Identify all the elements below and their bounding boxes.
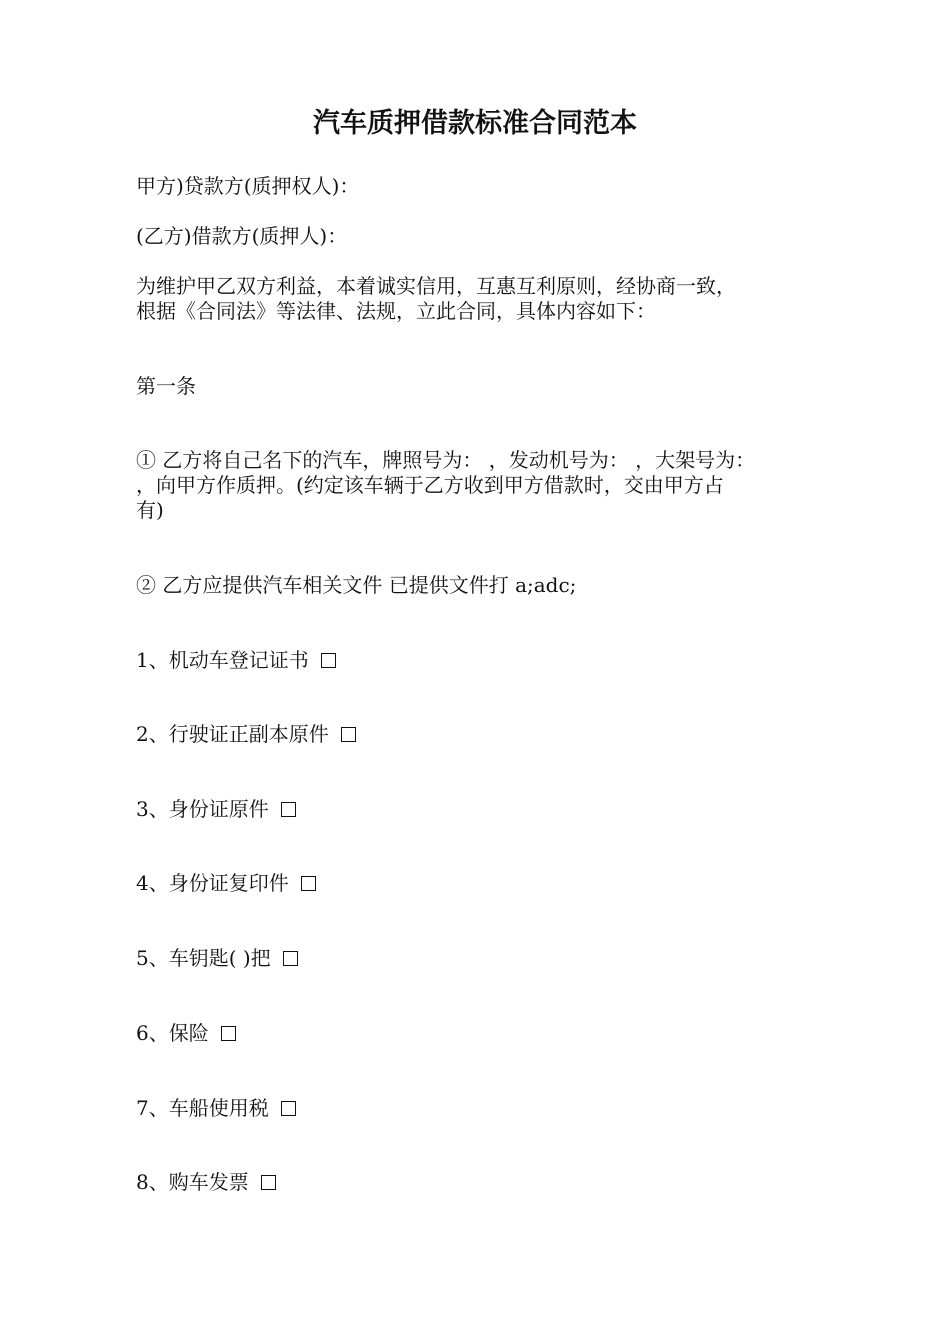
party-b-line: (乙方)借款方(质押人)： <box>136 224 348 248</box>
clause-1-line: ① 乙方将自己名下的汽车，牌照号为： ，发动机号为： ，大架号为： <box>136 448 756 472</box>
checkbox[interactable] <box>221 1026 236 1041</box>
document-item-label: 7、车船使用税 <box>136 1096 269 1120</box>
document-item <box>136 1170 836 1195</box>
checkbox[interactable] <box>283 951 298 966</box>
checkbox[interactable] <box>281 802 296 817</box>
document-item-label: 5、车钥匙( )把 <box>136 946 271 970</box>
checkbox[interactable] <box>261 1175 276 1190</box>
document-item <box>136 1021 836 1046</box>
document-item-label: 6、保险 <box>136 1021 209 1045</box>
document-item <box>136 946 836 971</box>
document-title: 汽车质押借款标准合同范本 <box>313 108 637 139</box>
clause-1-line: 有) <box>136 498 164 522</box>
intro-line: 为维护甲乙双方利益，本着诚实信用，互惠互利原则，经协商一致， <box>136 274 736 298</box>
document-item-label: 3、身份证原件 <box>136 797 269 821</box>
document-item <box>136 871 836 896</box>
checkbox[interactable] <box>301 876 316 891</box>
intro-paragraph <box>136 274 836 324</box>
document-item <box>136 797 836 822</box>
checkbox[interactable] <box>281 1101 296 1116</box>
clause-2-line: ② 乙方应提供汽车相关文件 已提供文件打 a;adc; <box>136 573 577 597</box>
checkbox[interactable] <box>321 653 336 668</box>
document-item <box>136 1096 836 1121</box>
document-item <box>136 722 836 747</box>
party-a-line: 甲方)贷款方(质押权人)： <box>136 174 360 198</box>
document-item <box>136 648 836 673</box>
intro-line: 根据《合同法》等法律、法规，立此合同，具体内容如下： <box>136 299 656 323</box>
clause-1-line: ，向甲方作质押。(约定该车辆于乙方收到甲方借款时，交由甲方占 <box>136 473 724 497</box>
document-item-label: 4、身份证复印件 <box>136 871 289 895</box>
document-item-label: 8、购车发票 <box>136 1170 249 1194</box>
document-item-label: 1、机动车登记证书 <box>136 648 309 672</box>
document-item-label: 2、行驶证正副本原件 <box>136 722 329 746</box>
article-heading: 第一条 <box>136 374 196 398</box>
checkbox[interactable] <box>341 727 356 742</box>
clause-1-paragraph <box>136 448 836 523</box>
